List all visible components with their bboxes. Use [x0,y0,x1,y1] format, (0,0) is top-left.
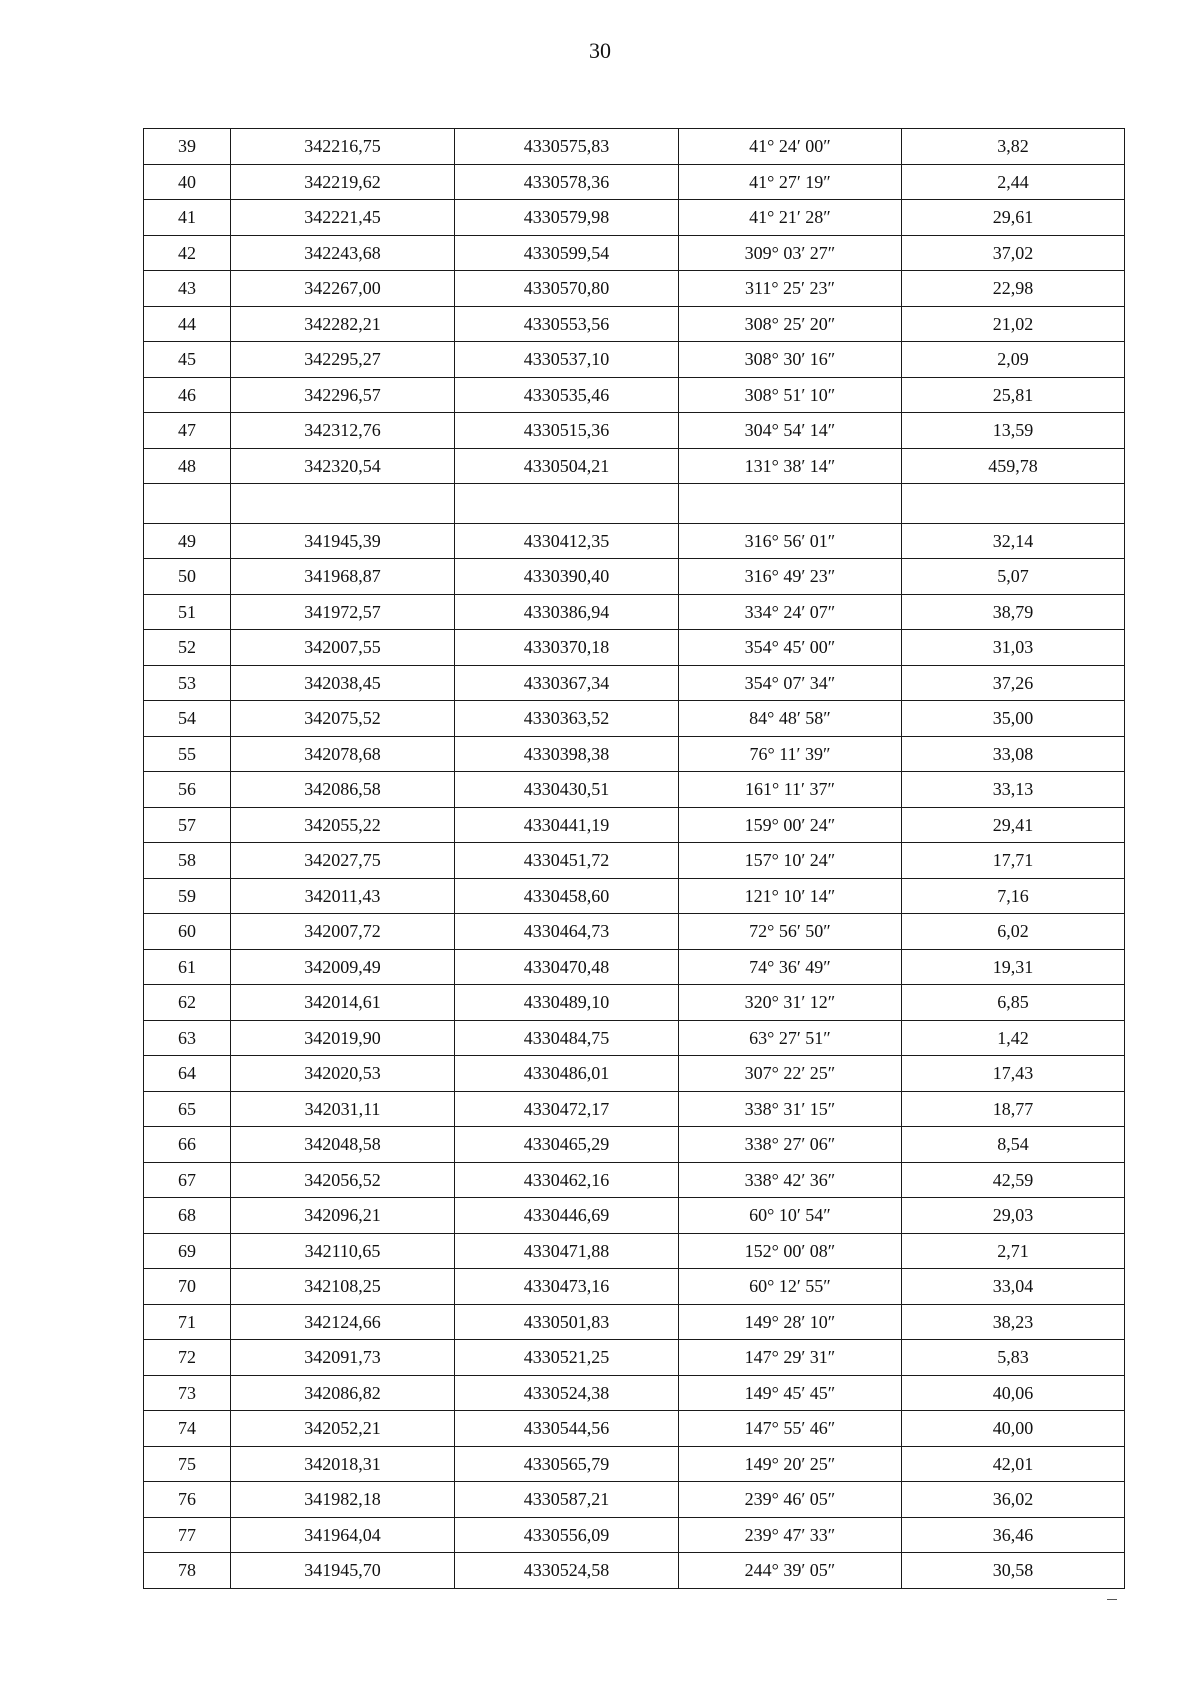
point-number-cell: 49 [144,523,231,559]
x-coordinate-cell: 342086,82 [231,1375,455,1411]
x-coordinate-cell: 342221,45 [231,200,455,236]
point-number-cell: 69 [144,1233,231,1269]
point-number-cell: 63 [144,1020,231,1056]
point-number-cell: 71 [144,1304,231,1340]
x-coordinate-cell: 342078,68 [231,736,455,772]
segment-length-cell: 37,02 [902,235,1125,271]
table-row [144,413,1125,449]
point-number-cell: 65 [144,1091,231,1127]
direction-angle-cell: 354° 07′ 34″ [679,665,902,701]
segment-length-cell: 35,00 [902,701,1125,737]
table-row [144,1411,1125,1447]
x-coordinate-cell: 342011,43 [231,878,455,914]
point-number-cell: 70 [144,1269,231,1305]
direction-angle-cell: 159° 00′ 24″ [679,807,902,843]
segment-length-cell: 18,77 [902,1091,1125,1127]
segment-length-cell: 42,01 [902,1446,1125,1482]
point-number-cell: 78 [144,1553,231,1589]
direction-angle-cell: 72° 56′ 50″ [679,914,902,950]
direction-angle-cell: 149° 28′ 10″ [679,1304,902,1340]
point-number-cell: 77 [144,1517,231,1553]
point-number-cell: 72 [144,1340,231,1376]
point-number-cell: 66 [144,1127,231,1163]
point-number-cell: 42 [144,235,231,271]
direction-angle-cell: 147° 55′ 46″ [679,1411,902,1447]
table-row [144,1340,1125,1376]
table-row [144,736,1125,772]
y-coordinate-cell: 4330515,36 [455,413,679,449]
y-coordinate-cell: 4330489,10 [455,985,679,1021]
x-coordinate-cell: 342007,72 [231,914,455,950]
segment-length-cell: 31,03 [902,630,1125,666]
segment-length-cell: 13,59 [902,413,1125,449]
table-row [144,630,1125,666]
y-coordinate-cell: 4330535,46 [455,377,679,413]
table-row [144,1233,1125,1269]
x-coordinate-cell: 342056,52 [231,1162,455,1198]
point-number-cell: 73 [144,1375,231,1411]
y-coordinate-cell: 4330412,35 [455,523,679,559]
direction-angle-cell: 161° 11′ 37″ [679,772,902,808]
segment-length-cell: 2,09 [902,342,1125,378]
x-coordinate-cell: 342091,73 [231,1340,455,1376]
table-row [144,1553,1125,1589]
table-row [144,235,1125,271]
y-coordinate-cell: 4330390,40 [455,559,679,595]
segment-length-cell: 29,03 [902,1198,1125,1234]
segment-length-cell: 29,61 [902,200,1125,236]
table-row [144,1020,1125,1056]
point-number-cell: 67 [144,1162,231,1198]
segment-length-cell: 2,71 [902,1233,1125,1269]
point-number-cell: 56 [144,772,231,808]
x-coordinate-cell: 342055,22 [231,807,455,843]
direction-angle-cell: 316° 56′ 01″ [679,523,902,559]
segment-length-cell: 32,14 [902,523,1125,559]
table-row [144,271,1125,307]
segment-length-cell: 7,16 [902,878,1125,914]
x-coordinate-cell [231,484,455,524]
y-coordinate-cell: 4330471,88 [455,1233,679,1269]
y-coordinate-cell: 4330484,75 [455,1020,679,1056]
segment-length-cell: 17,71 [902,843,1125,879]
direction-angle-cell: 152° 00′ 08″ [679,1233,902,1269]
x-coordinate-cell: 341972,57 [231,594,455,630]
y-coordinate-cell: 4330446,69 [455,1198,679,1234]
x-coordinate-cell: 341968,87 [231,559,455,595]
x-coordinate-cell: 342075,52 [231,701,455,737]
table-row [144,129,1125,165]
segment-length-cell: 29,41 [902,807,1125,843]
segment-length-cell: 5,07 [902,559,1125,595]
table-row [144,1198,1125,1234]
table-row [144,665,1125,701]
point-number-cell: 76 [144,1482,231,1518]
direction-angle-cell: 304° 54′ 14″ [679,413,902,449]
y-coordinate-cell: 4330524,38 [455,1375,679,1411]
x-coordinate-cell: 342019,90 [231,1020,455,1056]
x-coordinate-cell: 342295,27 [231,342,455,378]
direction-angle-cell: 309° 03′ 27″ [679,235,902,271]
point-number-cell: 41 [144,200,231,236]
segment-length-cell: 8,54 [902,1127,1125,1163]
direction-angle-cell: 239° 47′ 33″ [679,1517,902,1553]
point-number-cell: 52 [144,630,231,666]
point-number-cell: 50 [144,559,231,595]
direction-angle-cell: 121° 10′ 14″ [679,878,902,914]
direction-angle-cell: 311° 25′ 23″ [679,271,902,307]
direction-angle-cell: 131° 38′ 14″ [679,448,902,484]
point-number-cell: 59 [144,878,231,914]
point-number-cell: 45 [144,342,231,378]
y-coordinate-cell: 4330470,48 [455,949,679,985]
y-coordinate-cell: 4330458,60 [455,878,679,914]
y-coordinate-cell: 4330575,83 [455,129,679,165]
x-coordinate-cell: 342038,45 [231,665,455,701]
point-number-cell: 53 [144,665,231,701]
direction-angle-cell: 60° 12′ 55″ [679,1269,902,1305]
point-number-cell: 55 [144,736,231,772]
direction-angle-cell: 74° 36′ 49″ [679,949,902,985]
table-row [144,878,1125,914]
y-coordinate-cell: 4330504,21 [455,448,679,484]
segment-length-cell: 42,59 [902,1162,1125,1198]
x-coordinate-cell: 342282,21 [231,306,455,342]
x-coordinate-cell: 342096,21 [231,1198,455,1234]
segment-length-cell: 1,42 [902,1020,1125,1056]
point-number-cell: 64 [144,1056,231,1092]
x-coordinate-cell: 342312,76 [231,413,455,449]
x-coordinate-cell: 342052,21 [231,1411,455,1447]
direction-angle-cell: 239° 46′ 05″ [679,1482,902,1518]
point-number-cell: 39 [144,129,231,165]
y-coordinate-cell: 4330501,83 [455,1304,679,1340]
x-coordinate-cell: 342267,00 [231,271,455,307]
segment-length-cell: 5,83 [902,1340,1125,1376]
direction-angle-cell: 308° 30′ 16″ [679,342,902,378]
direction-angle-cell: 84° 48′ 58″ [679,701,902,737]
table-row [144,164,1125,200]
y-coordinate-cell: 4330367,34 [455,665,679,701]
x-coordinate-cell: 342020,53 [231,1056,455,1092]
direction-angle-cell: 149° 45′ 45″ [679,1375,902,1411]
y-coordinate-cell: 4330451,72 [455,843,679,879]
y-coordinate-cell: 4330524,58 [455,1553,679,1589]
page-number: 30 [589,38,611,63]
y-coordinate-cell [455,484,679,524]
y-coordinate-cell: 4330472,17 [455,1091,679,1127]
point-number-cell: 57 [144,807,231,843]
segment-length-cell: 25,81 [902,377,1125,413]
y-coordinate-cell: 4330579,98 [455,200,679,236]
table-row [144,306,1125,342]
segment-length-cell: 36,46 [902,1517,1125,1553]
segment-length-cell: 17,43 [902,1056,1125,1092]
table-row [144,772,1125,808]
direction-angle-cell: 308° 51′ 10″ [679,377,902,413]
direction-angle-cell: 76° 11′ 39″ [679,736,902,772]
table-row [144,1446,1125,1482]
direction-angle-cell: 41° 21′ 28″ [679,200,902,236]
segment-length-cell: 37,26 [902,665,1125,701]
x-coordinate-cell: 341945,70 [231,1553,455,1589]
direction-angle-cell: 338° 27′ 06″ [679,1127,902,1163]
segment-length-cell: 6,02 [902,914,1125,950]
x-coordinate-cell: 342086,58 [231,772,455,808]
point-number-cell: 60 [144,914,231,950]
y-coordinate-cell: 4330565,79 [455,1446,679,1482]
segment-length-cell: 33,13 [902,772,1125,808]
point-number-cell: 51 [144,594,231,630]
table-row [144,523,1125,559]
y-coordinate-cell: 4330464,73 [455,914,679,950]
y-coordinate-cell: 4330370,18 [455,630,679,666]
x-coordinate-cell: 342007,55 [231,630,455,666]
direction-angle-cell: 316° 49′ 23″ [679,559,902,595]
table-row [144,843,1125,879]
segment-length-cell: 33,08 [902,736,1125,772]
x-coordinate-cell: 342110,65 [231,1233,455,1269]
direction-angle-cell: 149° 20′ 25″ [679,1446,902,1482]
table-row [144,1127,1125,1163]
direction-angle-cell: 354° 45′ 00″ [679,630,902,666]
table-row-blank [144,484,1125,524]
x-coordinate-cell: 342243,68 [231,235,455,271]
segment-length-cell: 3,82 [902,129,1125,165]
x-coordinate-cell: 342018,31 [231,1446,455,1482]
direction-angle-cell: 60° 10′ 54″ [679,1198,902,1234]
x-coordinate-cell: 342219,62 [231,164,455,200]
table-row [144,559,1125,595]
x-coordinate-cell: 342296,57 [231,377,455,413]
coordinates-table [143,128,1125,1589]
segment-length-cell: 40,06 [902,1375,1125,1411]
y-coordinate-cell: 4330465,29 [455,1127,679,1163]
table-row [144,1482,1125,1518]
y-coordinate-cell: 4330537,10 [455,342,679,378]
y-coordinate-cell: 4330578,36 [455,164,679,200]
direction-angle-cell: 41° 27′ 19″ [679,164,902,200]
direction-angle-cell: 308° 25′ 20″ [679,306,902,342]
table-row [144,377,1125,413]
table-row [144,342,1125,378]
point-number-cell [144,484,231,524]
segment-length-cell: 22,98 [902,271,1125,307]
direction-angle-cell: 320° 31′ 12″ [679,985,902,1021]
direction-angle-cell: 307° 22′ 25″ [679,1056,902,1092]
x-coordinate-cell: 342027,75 [231,843,455,879]
x-coordinate-cell: 342031,11 [231,1091,455,1127]
segment-length-cell: 38,23 [902,1304,1125,1340]
y-coordinate-cell: 4330473,16 [455,1269,679,1305]
x-coordinate-cell: 342014,61 [231,985,455,1021]
y-coordinate-cell: 4330441,19 [455,807,679,843]
y-coordinate-cell: 4330556,09 [455,1517,679,1553]
table-row [144,594,1125,630]
direction-angle-cell: 41° 24′ 00″ [679,129,902,165]
table-row [144,448,1125,484]
segment-length-cell: 36,02 [902,1482,1125,1518]
y-coordinate-cell: 4330599,54 [455,235,679,271]
table-row [144,914,1125,950]
direction-angle-cell [679,484,902,524]
direction-angle-cell: 338° 42′ 36″ [679,1162,902,1198]
x-coordinate-cell: 342048,58 [231,1127,455,1163]
point-number-cell: 48 [144,448,231,484]
x-coordinate-cell: 342108,25 [231,1269,455,1305]
y-coordinate-cell: 4330587,21 [455,1482,679,1518]
table-row [144,949,1125,985]
y-coordinate-cell: 4330386,94 [455,594,679,630]
point-number-cell: 75 [144,1446,231,1482]
coordinates-table-body [144,129,1125,1589]
x-coordinate-cell: 341982,18 [231,1482,455,1518]
point-number-cell: 40 [144,164,231,200]
segment-length-cell: 30,58 [902,1553,1125,1589]
y-coordinate-cell: 4330363,52 [455,701,679,737]
table-row [144,807,1125,843]
x-coordinate-cell: 341945,39 [231,523,455,559]
point-number-cell: 62 [144,985,231,1021]
table-row [144,1375,1125,1411]
segment-length-cell: 459,78 [902,448,1125,484]
point-number-cell: 46 [144,377,231,413]
direction-angle-cell: 147° 29′ 31″ [679,1340,902,1376]
x-coordinate-cell: 342124,66 [231,1304,455,1340]
direction-angle-cell: 244° 39′ 05″ [679,1553,902,1589]
segment-length-cell: 38,79 [902,594,1125,630]
table-row [144,701,1125,737]
point-number-cell: 58 [144,843,231,879]
y-coordinate-cell: 4330398,38 [455,736,679,772]
table-row [144,985,1125,1021]
segment-length-cell: 40,00 [902,1411,1125,1447]
table-row [144,1269,1125,1305]
x-coordinate-cell: 342320,54 [231,448,455,484]
segment-length-cell: 19,31 [902,949,1125,985]
table-row [144,1517,1125,1553]
page-corner-mark [1107,1599,1117,1600]
segment-length-cell: 33,04 [902,1269,1125,1305]
table-row [144,1091,1125,1127]
point-number-cell: 61 [144,949,231,985]
y-coordinate-cell: 4330553,56 [455,306,679,342]
segment-length-cell: 2,44 [902,164,1125,200]
direction-angle-cell: 63° 27′ 51″ [679,1020,902,1056]
y-coordinate-cell: 4330486,01 [455,1056,679,1092]
x-coordinate-cell: 341964,04 [231,1517,455,1553]
point-number-cell: 54 [144,701,231,737]
point-number-cell: 74 [144,1411,231,1447]
x-coordinate-cell: 342216,75 [231,129,455,165]
segment-length-cell: 21,02 [902,306,1125,342]
y-coordinate-cell: 4330570,80 [455,271,679,307]
segment-length-cell: 6,85 [902,985,1125,1021]
y-coordinate-cell: 4330521,25 [455,1340,679,1376]
direction-angle-cell: 338° 31′ 15″ [679,1091,902,1127]
point-number-cell: 47 [144,413,231,449]
table-row [144,200,1125,236]
direction-angle-cell: 157° 10′ 24″ [679,843,902,879]
table-row [144,1056,1125,1092]
y-coordinate-cell: 4330430,51 [455,772,679,808]
table-row [144,1162,1125,1198]
point-number-cell: 44 [144,306,231,342]
direction-angle-cell: 334° 24′ 07″ [679,594,902,630]
segment-length-cell [902,484,1125,524]
point-number-cell: 43 [144,271,231,307]
y-coordinate-cell: 4330544,56 [455,1411,679,1447]
table-row [144,1304,1125,1340]
x-coordinate-cell: 342009,49 [231,949,455,985]
y-coordinate-cell: 4330462,16 [455,1162,679,1198]
point-number-cell: 68 [144,1198,231,1234]
